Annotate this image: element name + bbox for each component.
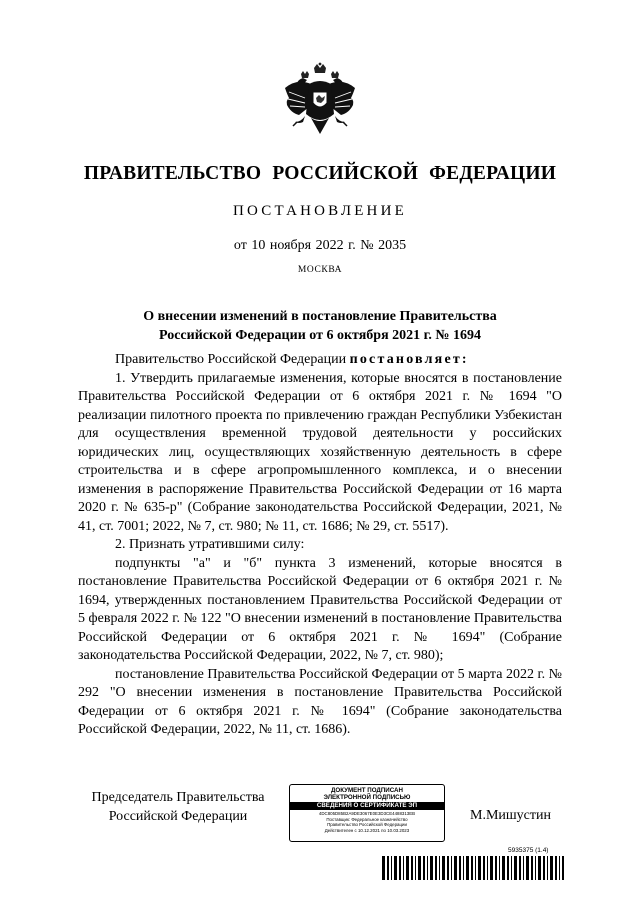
document-city: МОСКВА: [297, 265, 343, 275]
stamp-line-3: СВЕДЕНИЯ О СЕРТИФИКАТЕ ЭП: [290, 802, 444, 810]
subject-line-2: Российской Федерации от 6 октября 2021 г. № 1694: [159, 328, 481, 343]
paragraph-1: 1. Утвердить прилагаемые изменения, которые вносятся в постановление Правительства Российской Федерации от 6 октября 2021 г. № 1694 "О реализации пилотного проекта по привлечению граждан Республики Узбекистан для осуществления временной трудовой деятельности у российских юридических лиц, осуществляющих хозяйственную деятельность в сфере строительства и в сфере агропромышленного комплекса, и о внесении изменения в распоряжение Правительства Российской Федерации от 16 марта 2020 г. № 635-р" (Собрание законодательства Российской Федерации, 2021, № 41, ст. 7001; 2022, № 7, ст. 980; № 11, ст. 1686; № 29, ст. 5517).: [78, 370, 562, 534]
stamp-certificate: 4DC805D85B2A9DE3067E0E3D3CE4488313EB: [318, 811, 416, 816]
electronic-signature-stamp: [289, 784, 445, 842]
stamp-owner: Правительство Российской Федерации: [327, 822, 407, 828]
intro-text: Правительство Российской Федерации: [115, 352, 347, 367]
signer-name: М.Мишустин: [470, 808, 551, 823]
signer-position-line-1: Председатель Правительства: [91, 790, 265, 805]
document-type: ПОСТАНОВЛЕНИЕ: [233, 203, 407, 219]
subject-line-1: О внесении изменений в постановление Правительства: [143, 309, 497, 324]
stamp-line-1: ДОКУМЕНТ ПОДПИСАН: [331, 787, 403, 794]
signer-position: [78, 789, 278, 826]
stamp-issuer: Поставщик: Федеральное казначейство: [326, 816, 408, 822]
paragraph-4: постановление Правительства Российской Федерации от 5 марта 2022 г. № 292 "О внесении изменения в постановление Правительства Российской Федерации от 6 октября 2021 г. № 1694" (Собрание законодательства Российской Федерации, 2022, № 11, ст. 1686).: [78, 666, 562, 737]
paragraph-3: подпункты "а" и "б" пункта 3 изменений, которые вносятся в постановление Правительства Российской Федерации от 6 октября 2021 г. № 1694, утвержденных постановлением Правительства Российской Федерации от 5 февраля 2022 г. № 122 "О внесении изменений в постановление Правительства Российской Федерации от 6 октября 2021 г. № 1694" (Собрание законодательства Российской Федерации, 2022, № 7, ст. 980);: [78, 555, 562, 663]
document-code: 5935375 (1.4): [508, 847, 549, 854]
stamp-line-2: ЭЛЕКТРОННОЙ ПОДПИСЬЮ: [323, 794, 411, 801]
signer-position-line-2: Российской Федерации: [108, 808, 248, 824]
intro-verb: постановляет:: [349, 352, 469, 367]
government-title: ПРАВИТЕЛЬСТВО РОССИЙСКОЙ ФЕДЕРАЦИИ: [83, 163, 557, 184]
barcode-icon: [382, 856, 564, 880]
document-date-number: от 10 ноября 2022 г. № 2035: [233, 238, 407, 253]
document-body: [78, 351, 562, 740]
document-subject: [100, 307, 540, 345]
coat-of-arms-icon: [281, 62, 359, 142]
paragraph-2: 2. Признать утратившими силу:: [115, 537, 305, 552]
intro-paragraph: [78, 351, 562, 370]
stamp-validity: Действителен с 10.12.2021 по 10.03.2023: [324, 827, 410, 833]
